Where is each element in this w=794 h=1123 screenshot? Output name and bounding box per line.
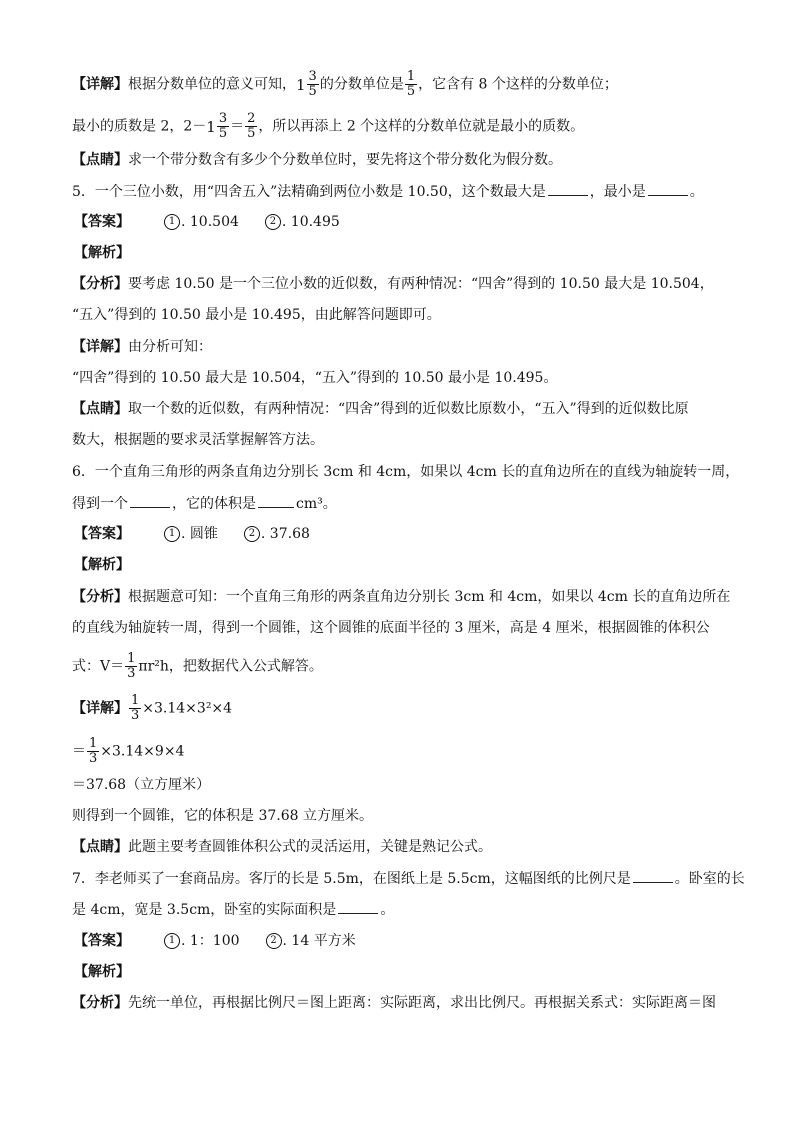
q5-stem: [72, 181, 704, 202]
q7-stem-text: 7．李老师买了一套商品房。客厅的长是 5.5m，在图纸上是 5.5cm，这幅图纸的比例尺是: [72, 871, 631, 887]
analysis-tag: 【分析】: [72, 276, 128, 292]
answer-1: . 10.504: [181, 214, 239, 230]
denominator: 5: [247, 126, 256, 141]
q7-stem-line-1: [72, 868, 745, 889]
answer-2: . 14 平方米: [282, 933, 356, 949]
text: 根据分数单位的意义可知，: [128, 76, 296, 93]
q4-detail-line-1: [72, 70, 618, 99]
answer-tag: 【答案】: [74, 526, 130, 542]
q5-detail-line-2: “四舍”得到的 10.50 最大是 10.504，“五入”得到的 10.50 最小是 10.495。: [72, 370, 558, 386]
q7-stem-text: 。卧室的长: [674, 871, 745, 887]
q5-stem-text: 5．一个三位小数，用“四舍五入”法精确到两位小数是 10.50，这个数最大是: [72, 184, 546, 200]
denominator: 3: [127, 666, 136, 681]
numerator: 2: [247, 111, 256, 126]
text: ＝: [230, 118, 245, 135]
note-text: 此题主要考查圆锥体积公式的灵活运用，关键是熟记公式。: [128, 839, 492, 855]
fraction: [87, 737, 99, 766]
q6-detail-line-2: [72, 737, 184, 766]
formula-text: ＝: [72, 743, 86, 760]
q7-jiexi-heading: 【解析】: [74, 964, 130, 980]
q7-stem-text: 。: [380, 902, 395, 918]
q6-stem-text: 得到一个: [72, 496, 128, 512]
denominator: 5: [308, 84, 317, 99]
fraction: [307, 70, 319, 99]
analysis-text: 根据题意可知：一个直角三角形的两条直角边分别长 3cm 和 4cm，如果以 4cm 长的直角边所在: [128, 589, 731, 605]
q6-analysis-line-3: [72, 652, 323, 681]
analysis-text: πr²h，把数据代入公式解答。: [138, 658, 323, 675]
answer-blank: [648, 181, 688, 196]
text: ，它含有 8 个这样的分数单位；: [418, 76, 618, 93]
q6-stem-line-2: [72, 493, 337, 514]
q7-answer: [74, 931, 356, 951]
q6-note: [72, 837, 492, 857]
answer-blank: [548, 181, 588, 196]
fraction: [125, 652, 137, 681]
text: 的分数单位是: [319, 76, 404, 93]
fraction: [405, 70, 417, 99]
q6-jiexi-heading: 【解析】: [74, 557, 130, 573]
analysis-text: 要考虑 10.50 是一个三位小数的近似数，有两种情况：“四舍”得到的 10.50 最大是 10.504，: [128, 276, 714, 292]
note-text: 取一个数的近似数，有两种情况：“四舍”得到的近似数比原数小，“五入”得到的近似数比原: [128, 401, 689, 417]
note-text: 求一个带分数含有多少个分数单位时，要先将这个带分数化为假分数。: [128, 152, 562, 168]
note-tag: 【点睛】: [72, 152, 128, 168]
fraction: [129, 694, 141, 723]
circled-number-2: 2: [265, 214, 281, 230]
detail-tag: 【详解】: [72, 76, 128, 93]
answer-tag: 【答案】: [74, 214, 130, 230]
circled-number-2: 2: [266, 933, 282, 949]
denominator: 5: [406, 84, 416, 99]
answer-tag: 【答案】: [74, 933, 130, 949]
denominator: 3: [89, 751, 98, 766]
numerator: 1: [89, 736, 98, 751]
circled-number-1: 1: [164, 933, 180, 949]
q6-detail-line-1: [72, 694, 232, 723]
numerator: 1: [131, 693, 140, 708]
fraction: [245, 112, 257, 141]
numerator: 3: [218, 111, 228, 126]
q5-analysis-line-1: [72, 274, 714, 294]
q6-answer: [74, 524, 310, 544]
q5-answer: [74, 212, 340, 232]
q6-detail-line-4: 则得到一个圆锥，它的体积是 37.68 立方厘米。: [72, 808, 373, 824]
q6-stem-text: ，它的体积是: [172, 496, 256, 512]
q7-analysis-line-1: [72, 993, 716, 1013]
q7-stem-text: 是 4cm，宽是 3.5cm，卧室的实际面积是: [72, 902, 337, 918]
formula-text: ×3.14×3²×4: [142, 700, 233, 717]
denominator: 3: [131, 708, 140, 723]
analysis-text: 先统一单位，再根据比例尺＝图上距离：实际距离，求出比例尺。再根据关系式：实际距离＝图: [128, 995, 716, 1011]
q6-analysis-line-1: [72, 587, 730, 607]
q6-analysis-line-2: 的直线为轴旋转一周，得到一个圆锥，这个圆锥的底面半径的 3 厘米，高是 4 厘米，根据圆锥的体积公: [72, 620, 710, 636]
circled-number-1: 1: [164, 526, 180, 542]
detail-text: 由分析可知：: [128, 339, 212, 355]
detail-tag: 【详解】: [72, 339, 128, 355]
q6-stem-line-1: 6．一个直角三角形的两条直角边分别长 3cm 和 4cm，如果以 4cm 长的直角边所在的直线为轴旋转一周，: [72, 464, 740, 480]
q4-detail-line-2: [72, 112, 584, 141]
q5-stem-text: ，最小是: [589, 184, 646, 200]
detail-tag: 【详解】: [72, 700, 128, 717]
note-tag: 【点睛】: [72, 839, 128, 855]
denominator: 5: [218, 126, 228, 141]
analysis-text: 式：V＝: [72, 658, 125, 675]
analysis-tag: 【分析】: [72, 995, 128, 1011]
answer-2: . 37.68: [260, 526, 310, 542]
text: ，所以再添上 2 个这样的分数单位就是最小的质数。: [258, 118, 585, 135]
answer-1: . 圆锥: [181, 526, 218, 542]
q7-stem-line-2: [72, 899, 394, 920]
q6-stem-text: cm³。: [296, 496, 337, 512]
circled-number-2: 2: [244, 526, 260, 542]
analysis-tag: 【分析】: [72, 589, 128, 605]
note-tag: 【点睛】: [72, 401, 128, 417]
answer-blank: [633, 868, 673, 883]
q5-note-line-2: 数大，根据题的要求灵活掌握解答方法。: [72, 432, 324, 448]
numerator: 3: [308, 69, 317, 84]
answer-2: . 10.495: [281, 214, 340, 230]
q5-jiexi-heading: 【解析】: [74, 245, 130, 261]
mixed-whole: 1: [206, 117, 216, 136]
q5-detail-line-1: [72, 337, 212, 357]
q5-analysis-line-2: “五入”得到的 10.50 最小是 10.495，由此解答问题即可。: [72, 307, 441, 323]
q4-note: [72, 150, 562, 170]
q5-stem-text: 。: [689, 184, 704, 200]
q5-note-line-1: [72, 399, 689, 419]
formula-text: ×3.14×9×4: [100, 743, 185, 760]
answer-blank: [130, 493, 170, 508]
answer-1: . 1：100: [181, 933, 240, 949]
mixed-whole: 1: [296, 75, 306, 94]
circled-number-1: 1: [164, 214, 180, 230]
numerator: 1: [127, 651, 136, 666]
fraction: [217, 112, 229, 141]
text: 最小的质数是 2，2－: [72, 118, 207, 135]
answer-blank: [258, 493, 294, 508]
q6-detail-line-3: ＝37.68（立方厘米）: [72, 777, 211, 793]
numerator: 1: [406, 69, 416, 84]
answer-blank: [338, 899, 378, 914]
